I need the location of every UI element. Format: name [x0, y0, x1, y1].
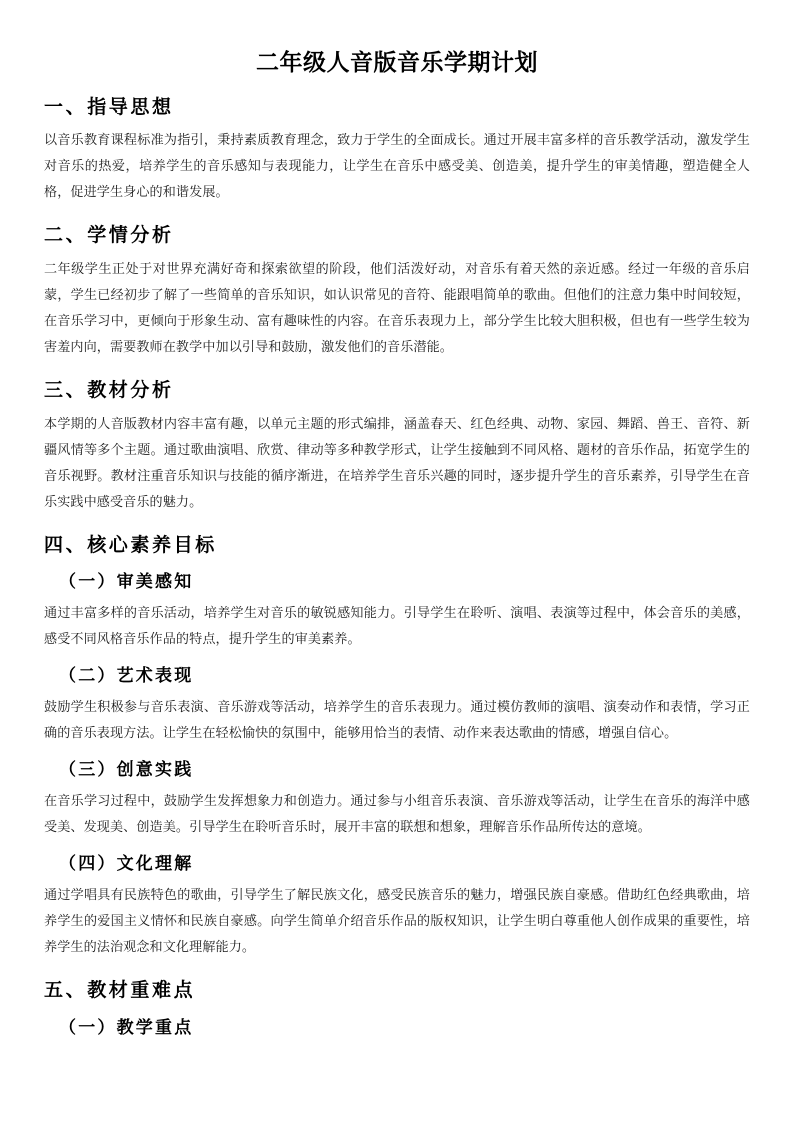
subsection-body-creative-practice: 在音乐学习过程中，鼓励学生发挥想象力和创造力。通过参与小组音乐表演、音乐游戏等活动，让学生在音乐的海洋中感受美、发现美、创造美。引导学生在聆听音乐时，展开丰富的联想和想象，理解音乐作品所传达的意境。: [44, 793, 750, 835]
subsection-heading-artistic-expression: （二）艺术表现: [59, 666, 194, 686]
section-body-student-analysis: 二年级学生正处于对世界充满好奇和探索欲望的阶段，他们活泼好动，对音乐有着天然的亲近感。经过一年级的音乐启蒙，学生已经初步了解了一些简单的音乐知识，如认识常见的音符、能跟唱简单的歌曲。但他们的注意力集中时间较短，在音乐学习中，更倾向于形象生动、富有趣味性的内容。在音乐表现力上，部分学生比较大胆积极，但也有一些学生较为害羞内向，需要教师在教学中加以引导和鼓励，激发他们的音乐潜能。: [44, 261, 750, 355]
subsection-heading-teaching-focus: （一）教学重点: [59, 1017, 194, 1037]
page-title: 二年级人音版音乐学期计划: [256, 49, 538, 75]
subsection-heading-creative-practice: （三）创意实践: [59, 760, 194, 780]
section-heading-key-difficult-points: 五、教材重难点: [44, 980, 196, 1002]
section-heading-student-analysis: 二、学情分析: [44, 225, 174, 247]
section-heading-textbook-analysis: 三、教材分析: [44, 380, 174, 402]
subsection-heading-aesthetic-perception: （一）审美感知: [59, 572, 194, 592]
subsection-body-cultural-understanding: 通过学唱具有民族特色的歌曲，引导学生了解民族文化，感受民族音乐的魅力，增强民族自豪感。借助红色经典歌曲，培养学生的爱国主义情怀和民族自豪感。向学生简单介绍音乐作品的版权知识，让学生明白尊重他人创作成果的重要性，培养学生的法治观念和文化理解能力。: [44, 887, 750, 955]
section-heading-core-literacy: 四、核心素养目标: [44, 534, 217, 556]
subsection-body-artistic-expression: 鼓励学生积极参与音乐表演、音乐游戏等活动，培养学生的音乐表现力。通过模仿教师的演唱、演奏动作和表情，学习正确的音乐表现方法。让学生在轻松愉快的氛围中，能够用恰当的表情、动作来表达歌曲的情感，增强自信心。: [44, 699, 750, 741]
section-body-guiding-thought: 以音乐教育课程标准为指引，秉持素质教育理念，致力于学生的全面成长。通过开展丰富多样的音乐教学活动，激发学生对音乐的热爱，培养学生的音乐感知与表现能力，让学生在音乐中感受美、创造美，提升学生的审美情趣，塑造健全人格，促进学生身心的和谐发展。: [44, 132, 750, 200]
subsection-body-aesthetic-perception: 通过丰富多样的音乐活动，培养学生对音乐的敏锐感知能力。引导学生在聆听、演唱、表演等过程中，体会音乐的美感，感受不同风格音乐作品的特点，提升学生的审美素养。: [44, 605, 750, 647]
section-heading-guiding-thought: 一、指导思想: [44, 96, 174, 118]
section-body-textbook-analysis: 本学期的人音版教材内容丰富有趣，以单元主题的形式编排，涵盖春天、红色经典、动物、家园、舞蹈、兽王、音符、新疆风情等多个主题。通过歌曲演唱、欣赏、律动等多种教学形式，让学生接触到不同风格、题材的音乐作品，拓宽学生的音乐视野。教材注重音乐知识与技能的循序渐进，在培养学生音乐兴趣的同时，逐步提升学生的音乐素养，引导学生在音乐实践中感受音乐的魅力。: [44, 415, 750, 509]
subsection-heading-cultural-understanding: （四）文化理解: [59, 854, 194, 874]
